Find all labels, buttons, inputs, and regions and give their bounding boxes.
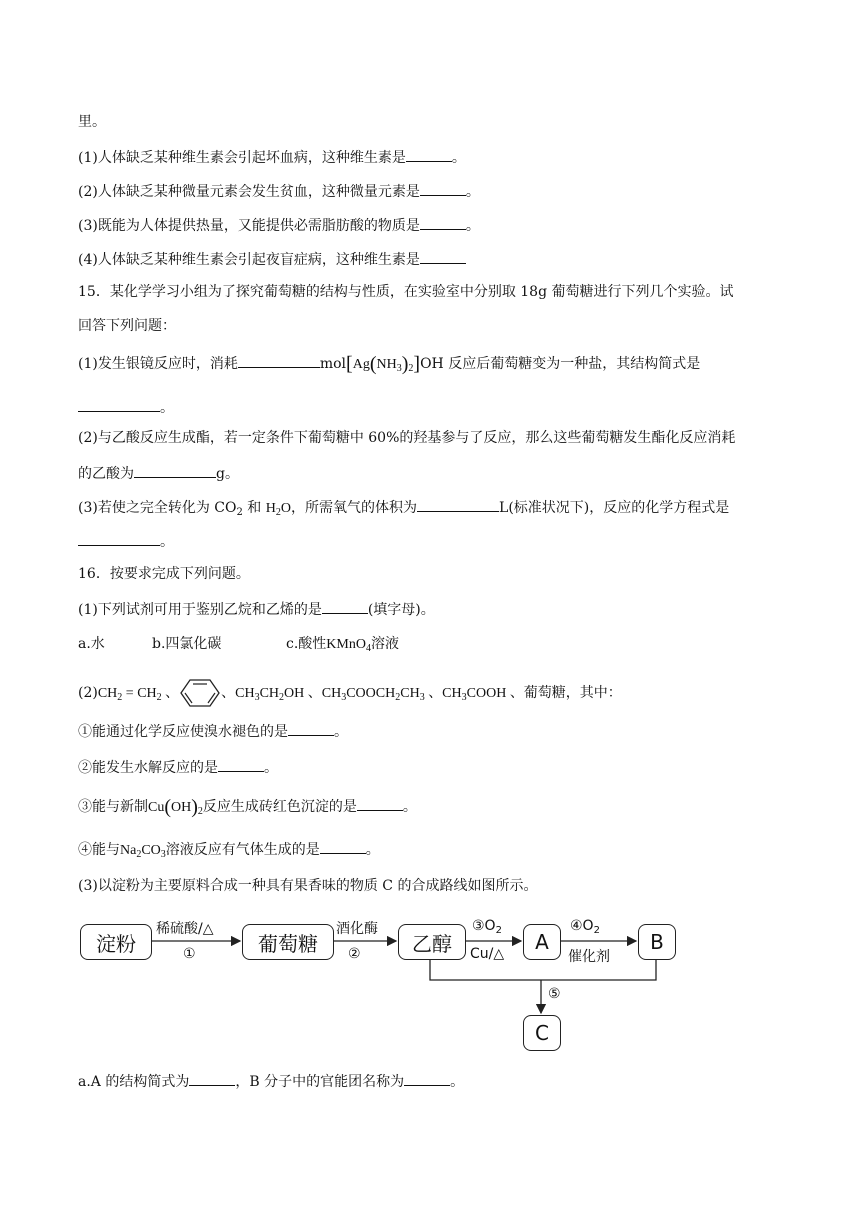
arrow-5-step: ⑤ — [548, 986, 561, 1002]
q15-part-2: (2)与乙酸反应生成酯，若一定条件下葡萄糖中 60%的羟基参与了反应，那么这些葡萄糖发生酯化反应消耗 — [78, 430, 736, 446]
answer-blank — [189, 1070, 235, 1086]
q16-sub-1: ①能通过化学反应使溴水褪色的是 。 — [78, 720, 348, 742]
silver-ammonia-formula: $[Ag(NH_3)_2]$ — [346, 353, 421, 375]
option-a: a.水 — [78, 636, 105, 652]
q16-part-1: (1)下列试剂可用于鉴别乙烷和乙烯的是 (填字母)。 — [78, 598, 435, 620]
q16-sub-2: ②能发生水解反应的是 。 — [78, 756, 278, 778]
option-c: c.酸性KMnO$_4$溶液 — [286, 636, 399, 654]
q16-part-2: $(2)CH_2 = CH_2$ 、 、$CH_3CH_2OH$ 、$CH_3COOCH_2CH_3$ 、$CH_3COOH$ 、葡萄糖，其中： — [78, 678, 622, 708]
q16-question-a: a.A 的结构简式为 ，B 分子中的官能团名称为 。 — [78, 1070, 464, 1092]
water-formula: $H_2O$ — [265, 501, 292, 518]
q14-item-4: (4)人体缺乏某种维生素会引起夜盲症病，这种维生素是 — [78, 248, 466, 270]
node-starch: 淀粉 — [80, 924, 152, 960]
copper-hydroxide-formula: $Cu(OH)_2$ — [148, 796, 203, 818]
arrow-2-step: ② — [348, 946, 361, 962]
q14-item-1: (1)人体缺乏某种维生素会引起坏血病，这种维生素是 。 — [78, 146, 466, 168]
q15-part-2-cont: 的乙酸为 g。 — [78, 462, 239, 484]
arrow-3-reagent: $③O_2$ — [472, 918, 502, 936]
node-glucose: 葡萄糖 — [242, 924, 334, 960]
q15-part-3: (3)若使之完全转化为 $CO_2$ 和 $H_2O$，所需氧气的体积为 L(标准状况下)，反应的化学方程式是 — [78, 496, 729, 523]
text-line: 里。 — [78, 114, 106, 130]
q15-stem-1: 15．某化学学习小组为了探究葡萄糖的结构与性质，在实验室中分别取 18g 葡萄糖进行下列几个实验。试 — [78, 284, 734, 300]
arrow-3-catalyst: Cu/△ — [470, 946, 505, 962]
connector-line — [430, 960, 656, 980]
arrow-1-reagent: 稀硫酸/△ — [156, 921, 214, 937]
q14-item-3: (3)既能为人体提供热量，又能提供必需脂肪酸的物质是 。 — [78, 214, 480, 236]
answer-blank — [404, 1070, 450, 1086]
arrow-4-reagent: $④O_2$ — [570, 918, 600, 936]
q15-stem-2: 回答下列问题： — [78, 318, 176, 334]
node-b: B — [638, 924, 676, 960]
sodium-carbonate-formula: $Na_2CO_3$ — [120, 843, 166, 860]
q16-sub-4: ④能与$Na_2CO_3$溶液反应有气体生成的是 。 — [78, 838, 380, 865]
arrow-2-reagent: 酒化酶 — [336, 921, 378, 937]
q15-part-1-end: 。 — [78, 396, 174, 418]
q16-sub-3: ③能与新制$Cu(OH)_2$反应生成砖红色沉淀的是 。 — [78, 796, 417, 818]
option-b: b.四氯化碳 — [152, 636, 222, 652]
arrow-4-catalyst: 催化剂 — [568, 949, 610, 965]
node-a: A — [523, 924, 561, 960]
q16-part-3: (3)以淀粉为主要原料合成一种具有果香味的物质 C 的合成路线如图所示。 — [78, 878, 538, 894]
node-c: C — [523, 1015, 561, 1051]
arrow-1-step: ① — [183, 946, 196, 962]
q16-stem: 16．按要求完成下列问题。 — [78, 566, 250, 582]
compound-list: $CH_2 = CH_2$ 、 — [97, 686, 180, 703]
q15-part-3-end: 。 — [78, 530, 174, 552]
q15-part-1: (1)发生银镜反应时，消耗 $mol[Ag(NH_3)_2]OH$ 反应后葡萄糖变为一种盐，其结构简式是 — [78, 353, 701, 375]
node-ethanol: 乙醇 — [398, 924, 466, 960]
q14-item-2: (2)人体缺乏某种微量元素会发生贫血，这种微量元素是 。 — [78, 180, 480, 202]
